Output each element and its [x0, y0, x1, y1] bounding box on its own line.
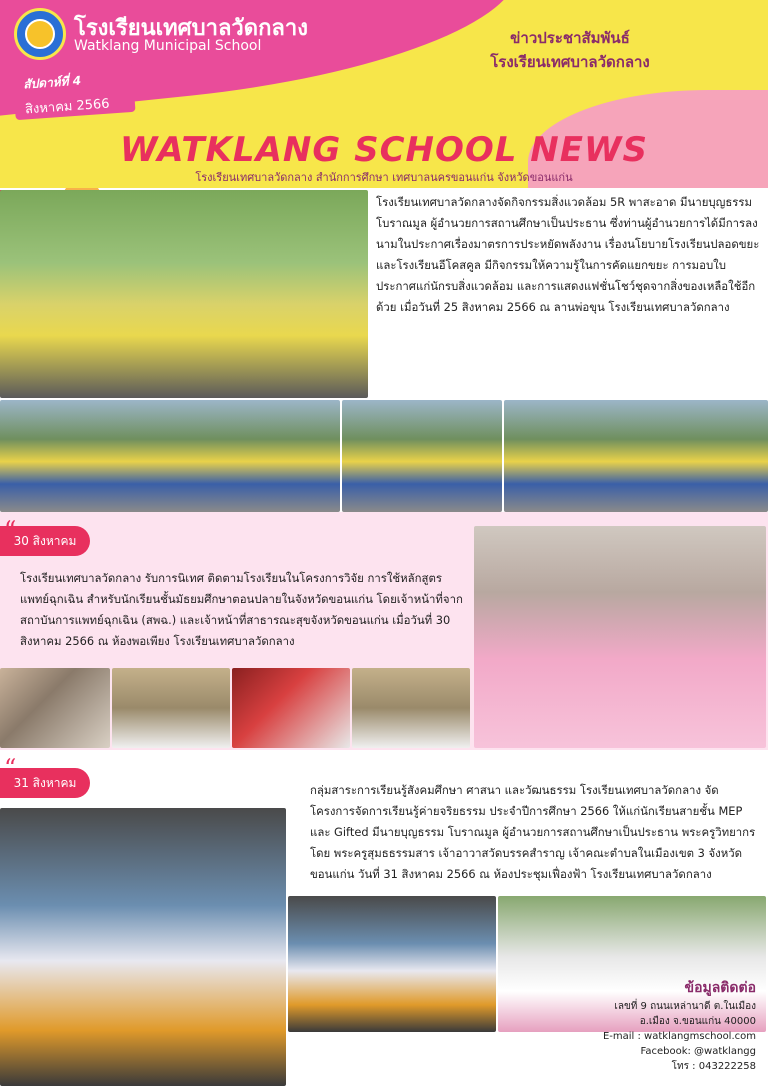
contact-address-2: อ.เมือง จ.ขอนแก่น 40000: [639, 1016, 756, 1027]
news-section-3: [0, 750, 768, 1086]
date-tag: 30 สิงหาคม: [0, 526, 90, 556]
news-title: WATKLANG SCHOOL NEWS: [120, 130, 648, 170]
photo-aed-device: [232, 668, 350, 748]
newsletter-header: [0, 0, 768, 188]
news-section-2: [0, 512, 768, 750]
photo-cpr-mannequins: [0, 668, 110, 748]
photo-5r-activity-group: [0, 190, 368, 398]
news-section-1: [0, 190, 768, 512]
date-tag: 31 สิงหาคม: [0, 768, 90, 798]
week-label: สัปดาห์ที่ 4: [22, 73, 82, 92]
photo-meeting-room: [112, 668, 230, 748]
photo-5r-students: [342, 400, 502, 512]
section-2-text: โรงเรียนเทศบาลวัดกลาง รับการนิเทศ ติดตามโรงเรียนในโครงการวิจัย การใช้หลักสูตรแพทย์ฉุกเฉิน สำหรับนักเรียนชั้นมัธยมศึกษาตอนปลายในจังหวัดขอนแก่น โดยเจ้าหน้าที่จากสถาบันการแพทย์ฉุกเฉิน (สพฉ.) และเจ้าหน้าที่สาธารณะสุขจังหวัดขอนแก่น เมื่อวันที่ 30 สิงหาคม 2566 ณ ห้องพอเพียง โรงเรียนเทศบาลวัดกลาง: [20, 571, 463, 648]
contact-facebook[interactable]: Facebook: @watklangg: [640, 1046, 756, 1057]
contact-email[interactable]: E-mail : watklangmschool.com: [602, 1031, 756, 1042]
pr-title: [470, 26, 670, 74]
section-3-text: กลุ่มสาระการเรียนรู้สังคมศึกษา ศาสนา และวัฒนธรรม โรงเรียนเทศบาลวัดกลาง จัดโครงการจัดการเรียนรู้ค่ายจริยธรรม ประจำปีการศึกษา 2566 ให้แก่นักเรียนสายชั้น MEP และ Gifted มีนายบุญธรรม โบราณมูล ผู้อำนวยการสถานศึกษาเป็นประธาน พระครูวิทยากรโดย พระครูสุมธธรรมสาร เจ้าอาวาสวัดบรรคสำราญ เจ้าคณะตำบลในเมืองเขต 3 จังหวัดขอนแก่น วันที่ 31 สิงหาคม 2566 ณ ห้องประชุมเฟื่องฟ้า โรงเรียนเทศบาลวัดกลาง: [310, 783, 756, 881]
photo-emergency-group: [474, 526, 766, 748]
contact-address-1: เลขที่ 9 ถนนเหล่านาดี ต.ในเมือง: [614, 1001, 756, 1012]
photo-ethics-camp-hall: [0, 808, 286, 1086]
week-badge: [12, 64, 135, 120]
school-name-thai: โรงเรียนเทศบาลวัดกลาง: [74, 16, 308, 41]
contact-info: [603, 977, 756, 1074]
pr-title-line2: โรงเรียนเทศบาลวัดกลาง: [490, 53, 650, 71]
photo-monk-speaker: [288, 896, 496, 1032]
photo-medical-equipment: [352, 668, 470, 748]
news-subtitle: โรงเรียนเทศบาลวัดกลาง สำนักการศึกษา เทศบาลนครขอนแก่น จังหวัดขอนแก่น: [195, 171, 573, 184]
school-name-english: Watklang Municipal School: [74, 38, 262, 54]
pr-title-line1: ข่าวประชาสัมพันธ์: [510, 29, 630, 47]
contact-phone: โทร : 043222258: [671, 1061, 756, 1072]
photo-5r-audience: [0, 400, 340, 512]
section-1-text: โรงเรียนเทศบาลวัดกลางจัดกิจกรรมสิ่งแวดล้อม 5R พาสะอาด มีนายบุญธรรม โบราณมูล ผู้อำนวยการสถานศึกษาเป็นประธาน ซึ่งท่านผู้อำนวยการได้มีการลงนามในประกาศเรื่องมาตรการประหยัดพลังงาน เรื่องนโยบายโรงเรียนปลอดขยะ และโรงเรียนอีโคสคูล มีกิจกรรมให้ความรู้ในการคัดแยกขยะ การมอบใบประกาศแก่นักรบสิ่งแวดล้อม และการแสดงแฟชั่นโชว์ชุดจากสิ่งของเหลือใช้อีกด้วย เมื่อวันที่ 25 สิงหาคม 2566 ณ ลานพ่อขุน โรงเรียนเทศบาลวัดกลาง: [376, 195, 760, 314]
contact-title: ข้อมูลติดต่อ: [684, 980, 756, 996]
photo-5r-fashion-show: [504, 400, 768, 512]
school-logo-icon: [14, 8, 66, 60]
month-label: สิงหาคม 2566: [24, 96, 111, 118]
